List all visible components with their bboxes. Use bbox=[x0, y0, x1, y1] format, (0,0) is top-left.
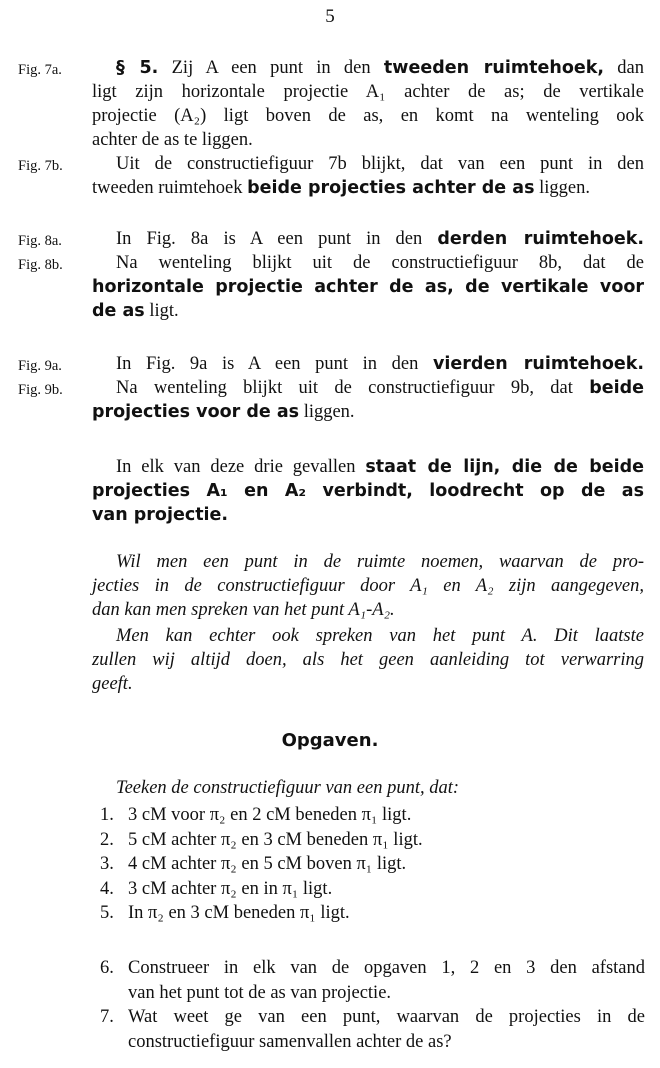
exercise-list-extra bbox=[100, 956, 645, 1054]
fig-ref-7a: Fig. 7a. bbox=[18, 62, 62, 78]
exercise-item: 4. 3 cM achter π₂ en in π₁ ligt. bbox=[100, 878, 333, 899]
exercise-item: 3. 4 cM achter π₂ en 5 cM boven π₁ ligt. bbox=[100, 854, 407, 874]
fig-ref-9a: Fig. 9a. bbox=[18, 358, 62, 374]
exercise-item: 2. 5 cM achter π₂ en 3 cM beneden π₁ ligt. bbox=[100, 829, 423, 850]
section-heading-opgaven: Opgaven. bbox=[281, 730, 379, 751]
exercises-intro: Teeken de constructiefiguur van een punt, dat: bbox=[116, 778, 460, 798]
italic-note-naming: Wil men een punt in de ruimte noemen, waarvan de pro- jecties in de constructiefiguur door A₁ en A₂ zijn aangegeven, dan kan men spreken van het punt A₁-A₂. bbox=[92, 552, 644, 620]
fig-ref-7b: Fig. 7b. bbox=[18, 158, 63, 174]
paragraph-fig-8b: Na wenteling blijkt uit de constructiefiguur 8b, dat de horizontale projectie achter de as, de vertikale voor de as ligt. bbox=[92, 253, 644, 321]
exercise-item: 1. 3 cM voor π₂ en 2 cM beneden π₁ ligt. bbox=[100, 805, 412, 825]
paragraph-fig-8a: In Fig. 8a is A een punt in den derden ruimtehoek. bbox=[116, 229, 644, 249]
italic-note-point-a: Men kan echter ook spreken van het punt A. Dit laatste zullen wij altijd doen, als het geen aanleiding tot verwarring geeft. bbox=[92, 626, 644, 694]
exercise-item: 6. Construeer in elk van de opgaven 1, 2 en 3 den afstand van het punt tot de as van projectie. bbox=[100, 958, 645, 1003]
fig-ref-8b: Fig. 8b. bbox=[18, 257, 63, 273]
paragraph-fig-9b: Na wenteling blijkt uit de constructiefiguur 9b, dat beide projecties voor de as liggen. bbox=[92, 378, 644, 422]
paragraph-fig-9a: In Fig. 9a is A een punt in den vierden ruimtehoek. bbox=[116, 354, 644, 374]
page-number: 5 bbox=[325, 6, 335, 27]
fig-ref-8a: Fig. 8a. bbox=[18, 233, 62, 249]
paragraph-fig-7b: Uit de constructiefiguur 7b blijkt, dat van een punt in den tweeden ruimtehoek beide projecties achter de as liggen. bbox=[92, 154, 644, 198]
exercise-list bbox=[100, 803, 423, 926]
exercise-item: 5. In π₂ en 3 cM beneden π₁ ligt. bbox=[100, 903, 350, 923]
paragraph-conclusion: In elk van deze drie gevallen staat de lijn, die de beide projecties A₁ en A₂ verbindt, loodrecht op de as van projectie. bbox=[92, 457, 644, 525]
paragraph-section-5: § 5. Zij A een punt in den tweeden ruimtehoek, dan ligt zijn horizontale projectie A₁ achter de as; de vertikale projectie (A₂) ligt boven de as, en komt na wenteling ook achter de as te liggen. bbox=[92, 58, 644, 150]
exercise-item: 7. Wat weet ge van een punt, waarvan de projecties in de constructiefiguur samenvallen achter de as? bbox=[100, 1007, 645, 1052]
fig-ref-9b: Fig. 9b. bbox=[18, 382, 63, 398]
